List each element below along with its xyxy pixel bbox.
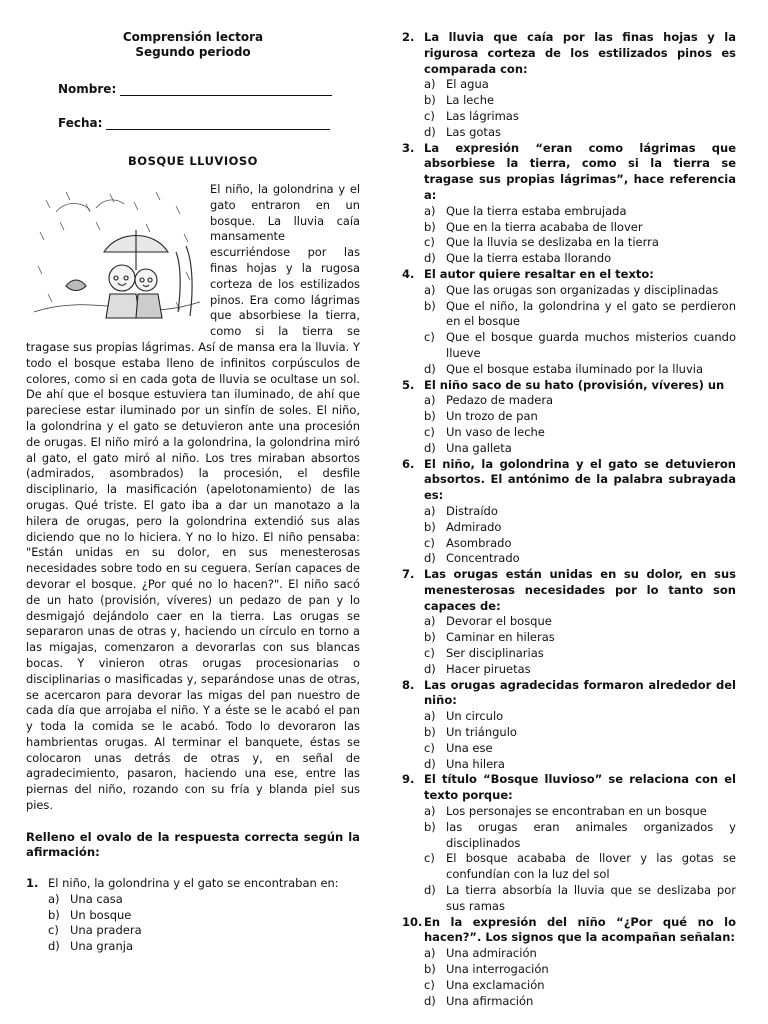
- question-text: Las orugas agradecidas formaron alrededor del niño:: [424, 677, 736, 708]
- option-text: Una exclamación: [446, 977, 545, 992]
- question-number: 4.: [402, 266, 415, 281]
- answer-option[interactable]: [402, 441, 736, 457]
- answer-option[interactable]: [402, 662, 736, 678]
- question-text: El título “Bosque lluvioso” se relaciona con el texto porque:: [424, 772, 736, 803]
- option-text: La tierra absorbía la lluvia que se deslizaba por sus ramas: [446, 883, 736, 913]
- question-stem: [402, 457, 736, 504]
- answer-option[interactable]: [402, 646, 736, 662]
- answer-option[interactable]: [402, 393, 736, 409]
- question-number: 3.: [402, 140, 415, 155]
- question-number: 2.: [402, 30, 415, 44]
- answer-option[interactable]: [402, 299, 736, 331]
- answer-option[interactable]: [402, 709, 736, 725]
- option-text: Una pradera: [70, 923, 142, 938]
- option-text: Un circulo: [446, 709, 504, 724]
- question-stem: [402, 141, 736, 204]
- answer-option[interactable]: [402, 77, 736, 93]
- option-letter: c): [424, 330, 435, 345]
- option-text: Una admiración: [446, 946, 537, 961]
- question-text: En la expresión del niño “¿Por qué no lo hacen?”. Los signos que la acompañan señalan:: [424, 914, 736, 945]
- question-stem: [402, 267, 736, 283]
- question-stem: [402, 678, 736, 710]
- rain-illustration-image: [26, 182, 204, 332]
- option-text: Los personajes se encontraban en un bosque: [446, 804, 707, 819]
- option-text: Caminar en hileras: [446, 630, 555, 645]
- option-letter: b): [48, 907, 60, 922]
- option-text: El bosque acababa de llover y las gotas se confundían con la luz del sol: [446, 851, 736, 882]
- answer-option[interactable]: [26, 939, 360, 955]
- option-text: Admirado: [446, 519, 502, 534]
- name-field: [26, 82, 360, 96]
- left-question-list: [26, 876, 360, 955]
- option-letter: a): [424, 393, 436, 408]
- question-text: El niño, la golondrina y el gato se encontraban en:: [48, 876, 339, 891]
- story-body: [26, 182, 360, 814]
- worksheet-title: Comprensión lectora: [122, 30, 264, 44]
- left-column: [26, 30, 360, 955]
- question-9: [402, 772, 736, 914]
- option-text: Una hilera: [446, 756, 505, 771]
- name-label: Nombre:: [58, 82, 117, 96]
- option-letter: b): [424, 725, 436, 740]
- right-column: [402, 30, 736, 1009]
- question-text: Las orugas están unidas en su dolor, en sus menesterosas necesidades por lo tanto son capaces de:: [424, 567, 736, 613]
- option-letter: d): [424, 756, 436, 771]
- answer-option[interactable]: [402, 614, 736, 630]
- answer-option[interactable]: [402, 93, 736, 109]
- right-question-list: [402, 30, 736, 1009]
- question-number: 5.: [402, 377, 415, 392]
- option-letter: b): [424, 962, 436, 977]
- date-label: Fecha:: [58, 116, 103, 130]
- answer-option[interactable]: [402, 741, 736, 757]
- option-text: Un vaso de leche: [446, 424, 545, 439]
- question-2: [402, 30, 736, 141]
- option-letter: a): [424, 203, 436, 218]
- option-letter: c): [424, 424, 435, 439]
- question-number: 8.: [402, 677, 415, 692]
- answer-option[interactable]: [402, 536, 736, 552]
- answer-option[interactable]: [402, 425, 736, 441]
- option-letter: a): [48, 891, 60, 906]
- question-text: El niño, la golondrina y el gato se detuvieron absortos. El antónimo de la palabra subrayada es:: [424, 456, 736, 503]
- option-letter: c): [424, 740, 435, 755]
- question-10: [402, 915, 736, 1010]
- option-letter: d): [424, 883, 436, 898]
- option-letter: c): [424, 646, 435, 661]
- option-letter: d): [424, 124, 436, 139]
- answer-option[interactable]: [402, 883, 736, 915]
- option-text: El agua: [446, 77, 489, 92]
- question-number: 7.: [402, 567, 415, 582]
- question-stem: [402, 772, 736, 804]
- option-text: Concentrado: [446, 551, 520, 566]
- option-letter: c): [48, 923, 59, 938]
- answer-option[interactable]: [402, 851, 736, 883]
- option-letter: b): [424, 409, 436, 424]
- option-text: Que la tierra estaba llorando: [446, 251, 612, 266]
- answer-option[interactable]: [26, 923, 360, 939]
- story-title: BOSQUE LLUVIOSO: [128, 154, 258, 168]
- question-stem: [26, 876, 360, 892]
- answer-option[interactable]: [402, 820, 736, 852]
- option-letter: b): [424, 93, 436, 108]
- option-text: Una ese: [446, 740, 493, 755]
- answer-option[interactable]: [26, 908, 360, 924]
- answer-option[interactable]: [402, 520, 736, 536]
- question-1: [26, 876, 360, 955]
- worksheet-period: Segundo periodo: [135, 45, 251, 59]
- option-text: Un bosque: [70, 907, 132, 922]
- question-number: 6.: [402, 456, 415, 471]
- option-letter: c): [424, 851, 435, 866]
- option-text: Ser disciplinarias: [446, 646, 544, 661]
- answer-option[interactable]: [26, 892, 360, 908]
- option-text: Una casa: [70, 891, 123, 906]
- question-number: 9.: [402, 772, 415, 787]
- option-letter: a): [424, 804, 436, 819]
- answer-option[interactable]: [402, 504, 736, 520]
- option-letter: c): [424, 235, 435, 250]
- option-letter: c): [424, 108, 435, 123]
- option-letter: a): [424, 709, 436, 724]
- option-text: Las lágrimas: [446, 108, 519, 123]
- question-stem: [402, 378, 736, 394]
- option-letter: a): [424, 614, 436, 629]
- answer-option[interactable]: [402, 962, 736, 978]
- option-text: Hacer piruetas: [446, 661, 531, 676]
- option-text: Que la lluvia se deslizaba en la tierra: [446, 235, 659, 250]
- option-text: las orugas eran animales organizados y disciplinados: [446, 819, 736, 850]
- option-text: Que en la tierra acababa de llover: [446, 219, 643, 234]
- answer-option[interactable]: [402, 235, 736, 251]
- option-letter: a): [424, 946, 436, 961]
- option-letter: c): [424, 977, 435, 992]
- question-6: [402, 457, 736, 568]
- option-text: Que el niño, la golondrina y el gato se perdieron en el bosque: [446, 298, 736, 329]
- option-text: Una interrogación: [446, 962, 549, 977]
- answer-option[interactable]: [402, 330, 736, 362]
- answer-option[interactable]: [402, 551, 736, 567]
- question-7: [402, 567, 736, 678]
- option-letter: d): [424, 993, 436, 1008]
- answer-option[interactable]: [402, 978, 736, 994]
- option-letter: b): [424, 630, 436, 645]
- option-letter: d): [424, 251, 436, 266]
- answer-option[interactable]: [402, 804, 736, 820]
- answer-option[interactable]: [402, 204, 736, 220]
- option-text: La leche: [446, 93, 495, 108]
- option-letter: b): [424, 298, 436, 313]
- option-text: Una galleta: [446, 440, 512, 455]
- answer-option[interactable]: [402, 109, 736, 125]
- option-text: Que el bosque guarda muchos misterios cuando llueve: [446, 330, 736, 360]
- option-text: Una granja: [70, 939, 134, 954]
- option-letter: d): [48, 939, 60, 954]
- option-letter: b): [424, 519, 436, 534]
- option-text: Las gotas: [446, 124, 501, 139]
- date-field: [26, 116, 360, 130]
- option-text: Un trozo de pan: [446, 409, 538, 424]
- answer-option[interactable]: [402, 409, 736, 425]
- answer-option[interactable]: [402, 283, 736, 299]
- answer-option[interactable]: [402, 946, 736, 962]
- answer-option[interactable]: [402, 757, 736, 773]
- question-4: [402, 267, 736, 378]
- option-letter: a): [424, 503, 436, 518]
- question-number: 10.: [402, 914, 423, 929]
- option-letter: a): [424, 77, 436, 92]
- option-letter: a): [424, 282, 436, 297]
- option-text: Distraído: [446, 503, 498, 518]
- option-letter: b): [424, 819, 436, 834]
- answer-option[interactable]: [402, 362, 736, 378]
- question-text: El autor quiere resaltar en el texto:: [424, 266, 654, 281]
- question-8: [402, 678, 736, 773]
- question-stem: [402, 30, 736, 77]
- option-text: Una afirmación: [446, 993, 534, 1008]
- option-letter: d): [424, 440, 436, 455]
- question-number: 1.: [26, 876, 39, 891]
- option-letter: d): [424, 661, 436, 676]
- question-stem: [402, 915, 736, 947]
- question-3: [402, 141, 736, 267]
- option-text: Pedazo de madera: [446, 393, 554, 408]
- answer-option[interactable]: [402, 220, 736, 236]
- option-text: Que las orugas son organizadas y disciplinadas: [446, 282, 719, 297]
- answer-option[interactable]: [402, 630, 736, 646]
- option-text: Asombrado: [446, 535, 512, 550]
- option-text: Un triángulo: [446, 725, 517, 740]
- option-letter: d): [424, 361, 436, 376]
- answer-option[interactable]: [402, 994, 736, 1010]
- answer-option[interactable]: [402, 125, 736, 141]
- option-letter: d): [424, 551, 436, 566]
- instruction-text: Relleno el ovalo de la respuesta correcta según la afirmación:: [26, 829, 360, 860]
- answer-option[interactable]: [402, 725, 736, 741]
- answer-option[interactable]: [402, 251, 736, 267]
- option-text: Que la tierra estaba embrujada: [446, 203, 627, 218]
- option-letter: c): [424, 535, 435, 550]
- question-stem: [402, 567, 736, 614]
- story-text: El niño, la golondrina y el gato entraron en un bosque. La lluvia caía mansamente escurriéndose por las finas hojas y la rugosa corteza de los estilizados pinos. Era como lágrimas que absorbiese la tierra, como si la tierra se tragase sus propias lágrimas. Así de mansa era la lluvia. Y todo el bosque estaba lleno de infinitos corpúsculos de colores, como si en cada gota de lluvia se ocultase un sol. De ahí que el bosque estuviera tan iluminado, de ahí que pareciese estar iluminado por un sinfín de soles. El niño, la golondrina y el gato se detuvieron ante una procesión de orugas. El niño miró a la golondrina, la golondrina miró al gato, el gato miró al niño. Los tres miraban absortos (admirados, asombrados) la procesión, el desfile disciplinario, la masificación (apelotonamiento) de las orugas. Qué triste. El gato iba a dar un manotazo a la hilera de orugas, pero la golondrina extendió sus alas diciendo que no lo hiciera. Y no lo hizo. El niño pensaba: "Están unidas en su dolor, en sus menesterosas necesidades sobre todo en su ceguera. Serían capaces de devorar el bosque. ¿Por qué no lo hacen?". El niño sacó de un hato (provisión, víveres) un pedazo de pan y lo desmigajó dejándolo caer en la tierra. Las orugas se separaron unas de otras y, haciendo un círculo en torno a las migajas, comenzaron a devorarlas con sus blancas bocas. Y vinieron otras orugas procesionarias o disciplinarias o masificadas y, separándose unas de otras, se acercaron para devorar las migas del pan nuestro de cada día que arrojaba el niño. Y a éste se le acabó el pan y toda la comida se le acabó. Todo lo devoraron las hambrientas orugas. Al terminar el banquete, éstas se colocaron unas detrás de otras y, en señal de agradecimiento, pasaron, haciendo una ese, entre las piernas del niño, rozando con su fría y blanda piel sus pies.: [26, 182, 360, 813]
- question-text: La lluvia que caía por las finas hojas y la rigurosa corteza de los estilizados pinos es comparada con:: [424, 30, 736, 76]
- question-text: La expresión “eran como lágrimas que absorbiese la tierra, como si la tierra se tragase sus propias lágrimas”, hace referencia a:: [424, 140, 736, 202]
- name-blank-line[interactable]: [120, 83, 332, 96]
- question-text: El niño saco de su hato (provisión, víveres) un: [424, 377, 725, 392]
- option-letter: b): [424, 219, 436, 234]
- date-blank-line[interactable]: [106, 117, 330, 130]
- option-text: Que el bosque estaba iluminado por la lluvia: [446, 361, 704, 376]
- option-text: Devorar el bosque: [446, 614, 552, 629]
- question-5: [402, 378, 736, 457]
